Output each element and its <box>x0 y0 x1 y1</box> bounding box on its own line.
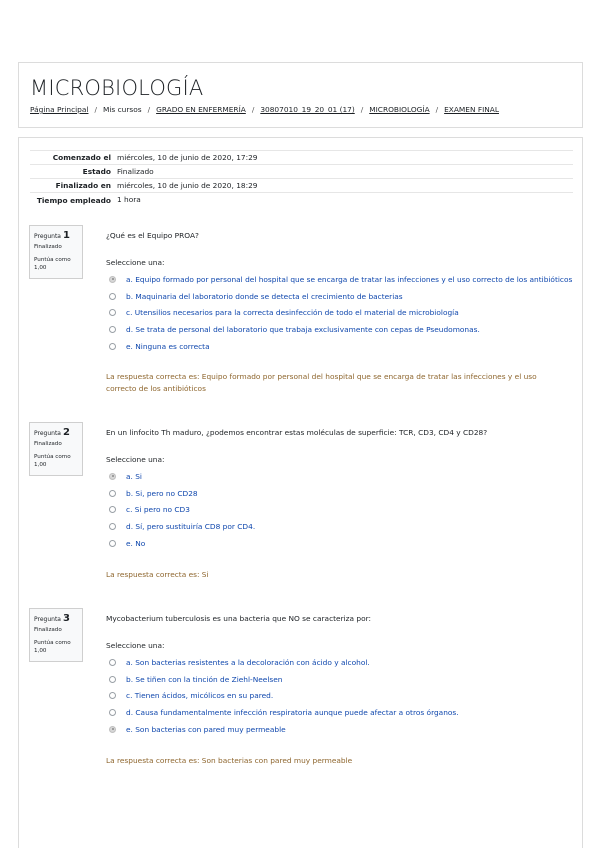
answer-option[interactable] <box>106 654 576 671</box>
answer-label: c. Utensilios necesarios para la correcta desinfección de todo el material de microbiología <box>126 308 459 318</box>
summary-row-finished <box>30 178 573 192</box>
summary-key: Estado <box>82 167 111 176</box>
answer-prompt: Seleccione una: <box>106 258 165 267</box>
question-label: Pregunta <box>34 233 61 240</box>
answer-list <box>106 468 576 551</box>
answer-option[interactable] <box>106 321 576 338</box>
summary-value: Finalizado <box>117 167 154 176</box>
answer-option[interactable] <box>106 535 576 552</box>
answer-label: d. Se trata de personal del laboratorio que trabaja exclusivamente con cepas de Pseudomonas. <box>126 324 480 334</box>
breadcrumb-home[interactable]: Página Principal <box>30 105 89 114</box>
breadcrumb <box>30 105 499 114</box>
answer-option[interactable] <box>106 518 576 535</box>
question-number-value: 3 <box>62 613 70 624</box>
question-number <box>34 230 78 241</box>
answer-option[interactable] <box>106 304 576 321</box>
summary-row-time-taken <box>30 192 573 208</box>
breadcrumb-separator: / <box>147 105 151 114</box>
answer-option[interactable] <box>106 485 576 502</box>
question-label: Pregunta <box>34 616 61 623</box>
answer-label: d. Causa fundamentalmente infección respiratoria aunque puede afectar a otros órganos. <box>126 707 459 717</box>
answer-label: e. Ninguna es correcta <box>126 341 210 351</box>
breadcrumb-my-courses: Mis cursos <box>102 105 142 114</box>
question-number <box>34 427 78 438</box>
radio-button[interactable] <box>109 276 116 283</box>
answer-list <box>106 271 576 354</box>
radio-button[interactable] <box>109 506 116 513</box>
question-state: Finalizado <box>34 627 62 633</box>
answer-option[interactable] <box>106 671 576 688</box>
question-content <box>106 613 576 737</box>
answer-option[interactable] <box>106 501 576 518</box>
summary-row-state <box>30 164 573 178</box>
answer-label: a. Si <box>126 471 142 481</box>
summary-value: miércoles, 10 de junio de 2020, 18:29 <box>117 181 258 190</box>
answer-label: c. Si pero no CD3 <box>126 505 190 515</box>
answer-list <box>106 654 576 737</box>
answer-label: a. Son bacterias resistentes a la decoloración con ácido y alcohol. <box>126 657 370 667</box>
breadcrumb-separator: / <box>94 105 97 114</box>
answer-prompt: Seleccione una: <box>106 641 165 650</box>
answer-label: e. Son bacterias con pared muy permeable <box>126 724 286 734</box>
breadcrumb-separator: / <box>360 105 364 114</box>
answer-prompt: Seleccione una: <box>106 455 165 464</box>
breadcrumb-exam[interactable]: EXAMEN FINAL <box>444 105 499 114</box>
radio-button[interactable] <box>109 540 116 547</box>
answer-option[interactable] <box>106 468 576 485</box>
summary-key: Comenzado el <box>52 153 111 162</box>
question-grade: Puntúa como 1,00 <box>34 640 71 654</box>
answer-option[interactable] <box>106 721 576 738</box>
radio-button[interactable] <box>109 473 116 480</box>
question-text: ¿Qué es el Equipo PROA? <box>106 231 199 240</box>
question-content <box>106 427 576 551</box>
radio-button[interactable] <box>109 309 116 316</box>
answer-label: c. Tienen ácidos, micólicos en su pared. <box>126 691 274 701</box>
answer-option[interactable] <box>106 704 576 721</box>
page-title: MICROBIOLOGÍA <box>30 76 204 100</box>
question-number <box>34 613 78 624</box>
question-info <box>29 608 83 662</box>
breadcrumb-separator: / <box>435 105 439 114</box>
answer-label: e. No <box>126 538 146 548</box>
radio-button[interactable] <box>109 726 116 733</box>
question-info <box>29 225 83 279</box>
radio-button[interactable] <box>109 523 116 530</box>
question-state: Finalizado <box>34 244 62 250</box>
summary-row-started <box>30 150 573 164</box>
summary-key: Tiempo empleado <box>36 196 111 205</box>
question-state: Finalizado <box>34 441 62 447</box>
breadcrumb-course-code[interactable]: 30807010_19_20_01 (17) <box>260 105 355 114</box>
answer-option[interactable] <box>106 271 576 288</box>
correct-answer-feedback: La respuesta correcta es: Equipo formado por personal del hospital que se encarga de tratar las infecciones y el uso correcto de los antibióticos <box>106 372 537 393</box>
radio-button[interactable] <box>109 659 116 666</box>
question-grade: Puntúa como 1,00 <box>34 454 71 468</box>
answer-option[interactable] <box>106 338 576 355</box>
radio-button[interactable] <box>109 692 116 699</box>
radio-button[interactable] <box>109 709 116 716</box>
correct-answer-feedback: La respuesta correcta es: Si <box>106 570 209 579</box>
answer-label: d. Sí, pero sustituiría CD8 por CD4. <box>126 521 256 531</box>
summary-key: Finalizado en <box>55 181 111 190</box>
attempt-summary-table <box>30 150 573 208</box>
answer-label: a. Equipo formado por personal del hospital que se encarga de tratar las infecciones y el uso correcto de los antibióticos <box>126 274 573 284</box>
breadcrumb-degree[interactable]: GRADO EN ENFERMERÍA <box>156 105 246 114</box>
radio-button[interactable] <box>109 676 116 683</box>
question-label: Pregunta <box>34 430 61 437</box>
correct-answer-feedback: La respuesta correcta es: Son bacterias con pared muy permeable <box>106 756 353 765</box>
question-info <box>29 422 83 476</box>
question-number-value: 1 <box>62 230 70 241</box>
answer-option[interactable] <box>106 687 576 704</box>
summary-value: 1 hora <box>117 195 141 204</box>
answer-label: b. Se tiñen con la tinción de Ziehl-Neelsen <box>126 674 283 684</box>
quiz-review <box>18 137 583 848</box>
radio-button[interactable] <box>109 293 116 300</box>
radio-button[interactable] <box>109 490 116 497</box>
summary-value: miércoles, 10 de junio de 2020, 17:29 <box>117 153 258 162</box>
question-number-value: 2 <box>62 427 70 438</box>
radio-button[interactable] <box>109 343 116 350</box>
question-text: En un linfocito Th maduro, ¿podemos encontrar estas moléculas de superficie: TCR, CD3, CD4 y CD28? <box>106 428 488 437</box>
answer-option[interactable] <box>106 288 576 305</box>
question-grade: Puntúa como 1,00 <box>34 257 71 271</box>
page-header <box>18 62 583 128</box>
answer-label: b. Si, pero no CD28 <box>126 488 198 498</box>
breadcrumb-separator: / <box>251 105 255 114</box>
breadcrumb-course[interactable]: MICROBIOLOGÍA <box>369 105 430 114</box>
answer-label: b. Maquinaria del laboratorio donde se detecta el crecimiento de bacterias <box>126 291 403 301</box>
question-text: Mycobacterium tuberculosis es una bacteria que NO se caracteriza por: <box>106 614 372 623</box>
question-content <box>106 230 576 354</box>
radio-button[interactable] <box>109 326 116 333</box>
